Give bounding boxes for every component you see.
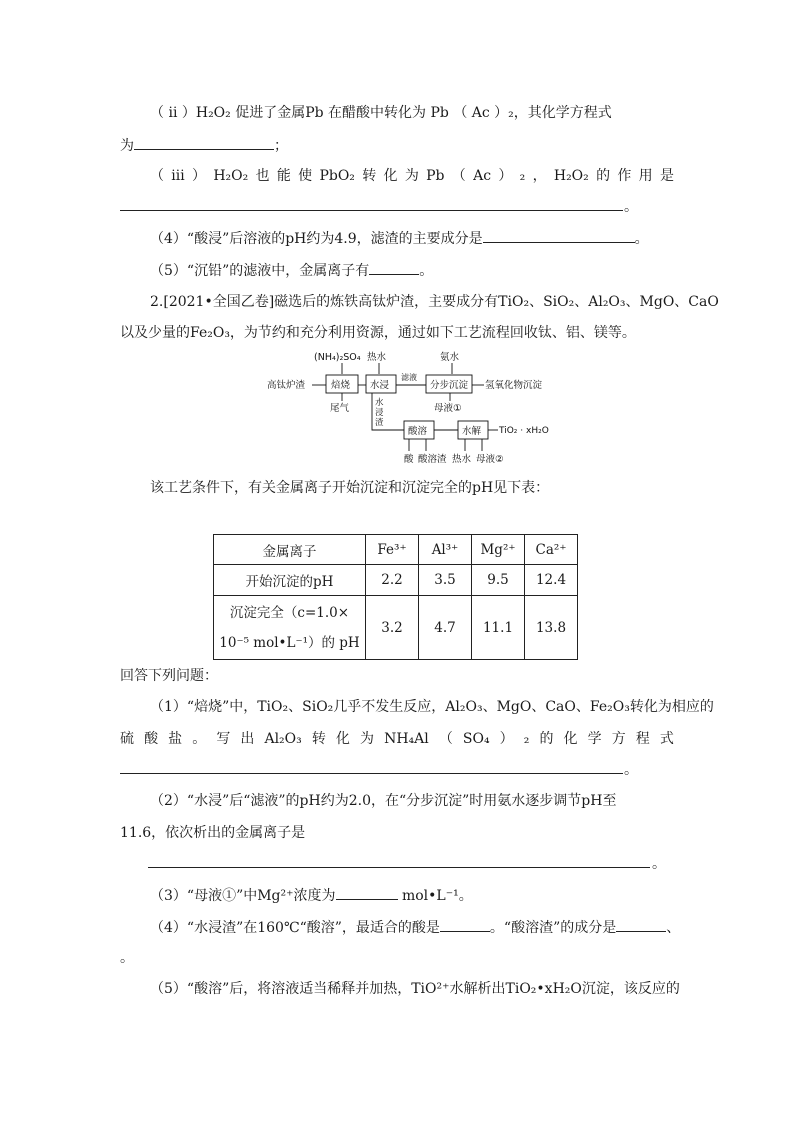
answer-blank[interactable]	[134, 135, 274, 150]
bottom-hot-water: 热水	[452, 454, 472, 465]
text-token: NH₄Al	[384, 731, 429, 747]
q1-ii-line-a: （ ⅱ ）H₂O₂ 促进了金属Pb 在醋酸中转化为 Pb （ Ac ）₂，其化学方程式	[150, 105, 612, 121]
answer-blank[interactable]	[616, 917, 666, 932]
q1-p5: （5）“沉铅”的滤液中，金属离子有 。	[150, 260, 433, 281]
text-token: PbO₂	[319, 168, 355, 184]
table-cell: 3.2	[366, 596, 419, 660]
row-label	[214, 596, 366, 660]
text-token: Pb	[426, 168, 445, 184]
q1-iii-end: 。	[624, 199, 638, 215]
table-cell: 13.8	[525, 596, 578, 660]
text-token: ）	[499, 731, 514, 747]
text-token: 写	[216, 731, 231, 747]
q2-s1-end: 。	[624, 762, 638, 778]
table-header-cell: Mg²⁺	[472, 535, 525, 565]
q2-s4-end: 。	[120, 950, 134, 966]
text-token: 。	[192, 731, 207, 747]
q2-s2-b: 11.6，依次析出的金属离子是	[120, 825, 306, 841]
answer-blank[interactable]	[120, 210, 623, 211]
text-token: 盐	[168, 731, 183, 747]
text-token: （	[150, 168, 164, 184]
answer-prompt: 回答下列问题：	[120, 668, 218, 684]
table-header-cell: 金属离子	[214, 535, 366, 565]
text-token: 为	[404, 168, 419, 184]
text-token: （	[438, 731, 453, 747]
text-token: 化	[335, 731, 350, 747]
mother-liquor-1: 母液①	[434, 403, 462, 414]
reagent-hot-water: 热水	[367, 352, 387, 363]
text-token: 的	[596, 168, 611, 184]
text-token: 化	[563, 731, 578, 747]
text-token: Al₂O₃	[264, 731, 302, 747]
table-cell: 4.7	[419, 596, 472, 660]
text-token: 用	[638, 168, 653, 184]
stepwise-precipitation-label: 分步沉淀	[430, 380, 469, 391]
text-token: 使	[298, 168, 313, 184]
text-token: 也	[255, 168, 270, 184]
text-token: Ac	[473, 168, 492, 184]
text-token: 学	[587, 731, 602, 747]
titania-product: TiO₂ · xH₂O	[499, 426, 549, 436]
text-token: 式	[659, 731, 674, 747]
acid-dissolve-label: 酸溶	[408, 426, 428, 437]
text-token: ⅲ	[171, 168, 185, 184]
text-token: H₂O₂	[553, 168, 589, 184]
q2-s3: （3）“母液①”中Mg²⁺浓度为 mol•L⁻¹。	[150, 885, 473, 906]
text-token: 能	[276, 168, 291, 184]
residue-char-3: 渣	[375, 418, 384, 428]
answer-blank[interactable]	[483, 228, 635, 243]
reagent-ammonium-sulfate: (NH₄)₂SO₄	[314, 352, 361, 363]
q2-s2-a: （2）“水浸”后“滤液”的pH约为2.0，在“分步沉淀”时用氨水逐步调节pH至	[150, 793, 617, 809]
table-cell: 2.2	[366, 565, 419, 596]
text-token: ）	[498, 168, 513, 184]
answer-blank[interactable]	[440, 917, 490, 932]
ph-table	[213, 534, 578, 660]
tail-gas: 尾气	[330, 403, 350, 414]
table-header-cell: Ca²⁺	[525, 535, 578, 565]
filtrate-label: 滤液	[401, 373, 417, 382]
residue-char-1: 水	[375, 398, 384, 408]
table-header-cell: Al³⁺	[419, 535, 472, 565]
q2-s1-b	[120, 729, 674, 749]
table-cell: 3.5	[419, 565, 472, 596]
table-cell: 12.4	[525, 565, 578, 596]
text-token: （	[451, 168, 466, 184]
text-token: 化	[383, 168, 398, 184]
text-token: 程	[635, 731, 650, 747]
text-token: 作	[617, 168, 632, 184]
answer-blank[interactable]	[148, 867, 650, 868]
table-header-row	[214, 535, 578, 565]
text-token: ，	[532, 168, 547, 184]
row-label: 开始沉淀的pH	[214, 565, 366, 596]
text-token: ）	[192, 168, 207, 184]
text-token: 为	[360, 731, 374, 747]
text-token: 是	[659, 168, 674, 184]
table-intro: 该工艺条件下，有关金属离子开始沉淀和沉淀完全的pH见下表：	[150, 480, 550, 496]
start-material: 高钛炉渣	[267, 380, 306, 391]
process-flowchart	[262, 348, 562, 466]
q2-s1-a: （1）“焙烧”中，TiO₂、SiO₂几乎不发生反应，Al₂O₃、MgO、CaO、Fe₂O₃转化为相应的	[150, 699, 714, 715]
q1-iii-line	[150, 166, 674, 186]
table-row	[214, 596, 578, 660]
table-cell: 9.5	[472, 565, 525, 596]
text-token: ₂	[519, 168, 526, 184]
text-token: 出	[240, 731, 255, 747]
water-leach-label: 水浸	[370, 380, 390, 391]
bottom-mother-liquor-2: 母液②	[476, 454, 504, 465]
q1-p4: （4）“酸浸”后溶液的pH约为4.9，滤渣的主要成分是 。	[150, 228, 649, 249]
answer-blank[interactable]	[120, 773, 623, 774]
row-label-line: 10⁻⁵ mol•L⁻¹）的 pH	[219, 634, 360, 651]
reagent-ammonia: 氨水	[440, 352, 460, 363]
row-label-line: 沉淀完全（c=1.0×	[229, 604, 350, 621]
bottom-acid: 酸	[404, 454, 414, 465]
hydrolysis-label: 水解	[462, 426, 482, 437]
q2-s2-end: 。	[652, 856, 666, 872]
text-token: 转	[311, 731, 326, 747]
text-token: H₂O₂	[213, 168, 249, 184]
text-token: 转	[362, 168, 377, 184]
text-token: ₂	[523, 731, 530, 747]
text-token: 的	[539, 731, 554, 747]
text-token: 方	[611, 731, 626, 747]
q2-s5: （5）“酸溶”后，将溶液适当稀释并加热，TiO²⁺水解析出TiO₂•xH₂O沉淀，该反应的	[150, 981, 680, 997]
bottom-acid-residue: 酸溶渣	[418, 454, 447, 465]
answer-blank[interactable]	[369, 260, 419, 275]
q2-s4: （4）“水浸渣”在160℃“酸溶”，最适合的酸是 。“酸溶渣”的成分是 、	[150, 917, 680, 938]
table-cell: 11.1	[472, 596, 525, 660]
text-token: 酸	[144, 731, 159, 747]
table-header-cell: Fe³⁺	[366, 535, 419, 565]
hydroxide-precipitate: 氢氧化物沉淀	[485, 380, 543, 391]
q1-ii-line-b: 为 ；	[120, 135, 288, 156]
table-row	[214, 565, 578, 596]
residue-char-2: 浸	[375, 408, 384, 418]
text-token: 硫	[120, 731, 134, 747]
q2-intro-a: 2.[2021•全国乙卷]磁选后的炼铁高钛炉渣，主要成分有TiO₂、SiO₂、Al₂O₃、MgO、CaO	[150, 294, 719, 310]
text-token: SO₄	[462, 731, 490, 747]
q2-intro-b: 以及少量的Fe₂O₃，为节约和充分利用资源，通过如下工艺流程回收钛、铝、镁等。	[120, 325, 636, 341]
roast-label: 焙烧	[331, 380, 351, 391]
answer-blank[interactable]	[336, 885, 398, 900]
